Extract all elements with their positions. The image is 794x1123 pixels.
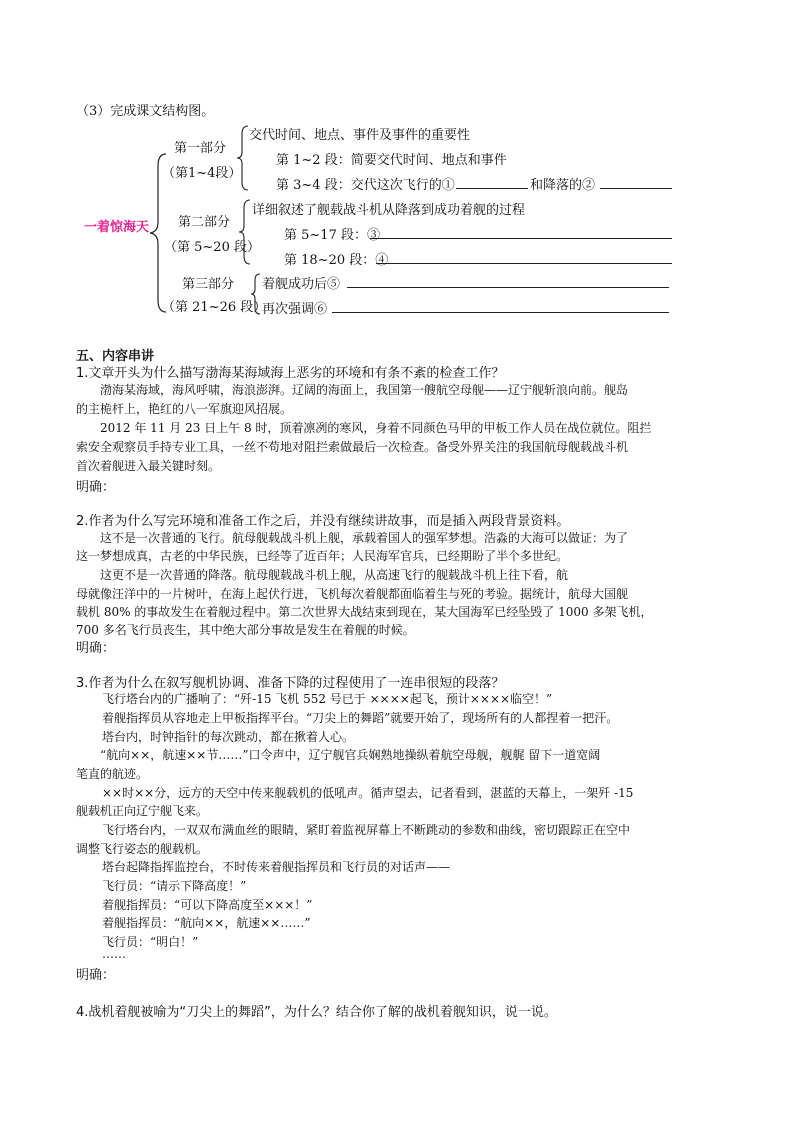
- q1-text-line: 渤海某海域，海风呼啸，海浪澎湃。辽阔的海面上，我国第一艘航空母舰——辽宁舰斩浪向前。舰岛: [100, 383, 629, 397]
- part3-line1: 着舰成功后⑤: [262, 277, 341, 292]
- answer-label: 明确：: [76, 641, 116, 656]
- part3-name: 第三部分: [182, 277, 235, 292]
- q3-text-line: ……: [102, 947, 126, 961]
- part2-name: 第二部分: [178, 215, 231, 230]
- question-4: 4.战机着舰被喻为“刀尖上的舞蹈”，为什么？结合你了解的战机着舰知识，说一说。: [76, 1005, 557, 1020]
- q3-text-line: ××时××分，远方的天空中传来舰载机的低吼声。循声望去，记者看到，湛蓝的天幕上，一架歼 -15: [102, 786, 634, 800]
- q2-text-line: 这不是一次普通的飞行。航母舰载战斗机上舰，承载着国人的强军梦想。浩淼的大海可以做证：为了: [100, 531, 629, 545]
- part2-line2: 第 18~20 段：④: [284, 253, 389, 268]
- blank-1[interactable]: [456, 188, 528, 189]
- answer-label: 明确：: [76, 968, 116, 983]
- part1-line1: 第 1~2 段：简要交代时间、地点和事件: [276, 153, 507, 168]
- q3-text-line: “航向××，航速××节……”口令声中，辽宁舰官兵娴熟地操纵着航空母舰，舰艉 留下一道宽阔: [100, 748, 601, 762]
- part1-line2a: 第 3~4 段：交代这次飞行的①: [276, 178, 455, 193]
- q1-text-line: 索安全观察员手持专业工具，一丝不苟地对阻拦索做最后一次检查。备受外界关注的我国航母舰载战斗机: [76, 440, 629, 454]
- q3-text-line: 笔直的航迹。: [76, 767, 149, 781]
- q3-text-line: 塔台内，时钟指针的每次跳动，都在揪着人心。: [102, 730, 355, 744]
- q3-text-line: 着舰指挥员：“可以下降高度至×××！”: [102, 898, 313, 912]
- q2-text-line: 母就像汪洋中的一片树叶，在海上起伏行进，飞机每次着舰都面临着生与死的考验。据统计，航母大国舰: [76, 587, 629, 601]
- part1-summary: 交代时间、地点、事件及事件的重要性: [249, 128, 471, 143]
- q2-text-line: 载机 80% 的事故发生在着舰过程中。第二次世界大战结束到现在，某大国海军已经坠毁了 1000 多架飞机，: [76, 605, 653, 619]
- part3-line2: 再次强调⑥: [262, 302, 328, 317]
- q3-text-line: 着舰指挥员从容地走上甲板指挥平台。“刀尖上的舞蹈”就要开始了，现场所有的人都捏着一把汗。: [102, 711, 619, 725]
- part2-brace: [238, 198, 252, 266]
- diagram-root: 一着惊海天: [84, 220, 150, 235]
- q3-text-line: 飞行塔台内，一双双布满血丝的眼睛，紧盯着监视屏幕上不断跳动的参数和曲线，密切跟踪正在空中: [102, 823, 631, 837]
- answer-label: 明确：: [76, 480, 116, 495]
- blank-5[interactable]: [347, 287, 669, 288]
- blank-3[interactable]: [370, 238, 672, 239]
- task-heading: （3）完成课文结构图。: [76, 104, 215, 119]
- q3-text-line: 着舰指挥员：“航向××，航速××……”: [102, 916, 311, 930]
- q1-text-line: 首次着舰进入最关键时刻。: [76, 459, 221, 473]
- part2-range: （第 5~20 段）: [164, 240, 260, 255]
- part3-range: （第 21~26 段）: [162, 300, 267, 315]
- q1-text-line: 的主桅杆上，艳红的八一军旗迎风招展。: [76, 402, 293, 416]
- q3-text-line: 舰载机正向辽宁舰飞来。: [76, 804, 209, 818]
- q3-text-line: 飞行塔台内的广播响了：“歼-15 飞机 552 号已于 ××××起飞，预计××××临空！”: [102, 692, 553, 706]
- question-2: 2.作者为什么写完环境和准备工作之后，并没有继续讲故事，而是插入两段背景资料。: [76, 514, 570, 529]
- q2-text-line: 700 多名飞行员丧生，其中绝大部分事故是发生在着舰的时候。: [76, 623, 415, 637]
- section-title: 五、内容串讲: [76, 349, 155, 364]
- part3-brace: [250, 272, 262, 316]
- q2-text-line: 这一梦想成真，古老的中华民族，已经等了近百年；人民海军官兵，已经期盼了半个多世纪。: [76, 549, 569, 563]
- part1-brace: [236, 124, 250, 192]
- part1-range: （第1~4段）: [162, 166, 242, 181]
- q3-text-line: 塔台起降指挥监控台，不时传来着舰指挥员和飞行员的对话声——: [102, 860, 451, 874]
- q2-text-line: 这更不是一次普通的降落。航母舰载战斗机上舰，从高速飞行的舰载战斗机上往下看，航: [100, 568, 569, 582]
- part2-line1: 第 5~17 段：③: [284, 228, 380, 243]
- q3-text-line: 调整飞行姿态的舰载机。: [76, 842, 209, 856]
- q3-text-line: 飞行员：“明白！”: [102, 935, 199, 949]
- part1-line2b: 和降落的②: [530, 178, 596, 193]
- q1-text-line: 2012 年 11 月 23 日上午 8 时，顶着凛冽的寒风，身着不同颜色马甲的甲板工作人员在战位就位。阻拦: [100, 421, 652, 435]
- q3-text-line: 飞行员：“请示下降高度！”: [102, 879, 247, 893]
- question-3: 3.作者为什么在叙写舰机协调、准备下降的过程使用了一连串很短的段落？: [76, 676, 505, 691]
- blank-4[interactable]: [376, 263, 672, 264]
- part2-summary: 详细叙述了舰载战斗机从降落到成功着舰的过程: [252, 203, 526, 218]
- question-1: 1.文章开头为什么描写渤海某海域海上恶劣的环境和有条不紊的检查工作？: [76, 366, 505, 381]
- part1-name: 第一部分: [174, 141, 227, 156]
- blank-2[interactable]: [600, 188, 672, 189]
- blank-6[interactable]: [332, 312, 669, 313]
